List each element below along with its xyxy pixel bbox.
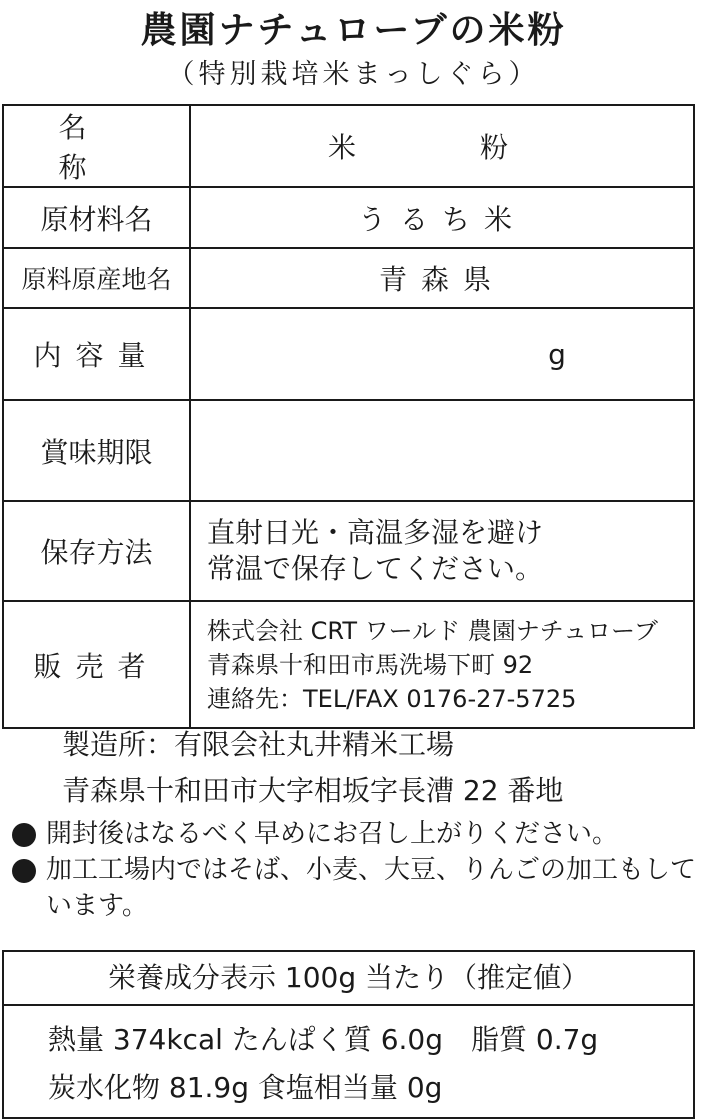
nutrition-line-1: 熱量 374kcal たんぱく質 6.0g 脂質 0.7g — [48, 1023, 599, 1056]
seller-contact: 連絡先：TEL/FAX 0176-27-5725 — [207, 684, 577, 713]
nutrition-header: 栄養成分表示 100g 当たり（推定値） — [4, 952, 693, 1006]
product-label-table — [2, 104, 695, 729]
row-key-content: 内容量 — [3, 308, 190, 400]
row-value-seller — [190, 601, 694, 728]
table-row — [3, 400, 694, 501]
row-key-storage: 保存方法 — [3, 501, 190, 601]
seller-address: 青森県十和田市馬洗場下町 92 — [207, 650, 534, 679]
row-key-ingredients: 原材料名 — [3, 187, 190, 248]
row-value-ingredients: うるち米 — [190, 187, 694, 248]
table-row — [3, 248, 694, 308]
list-item — [10, 816, 705, 852]
row-key-origin: 原料原産地名 — [3, 248, 190, 308]
row-value-name: 米 粉 — [190, 105, 694, 187]
row-value-content — [190, 308, 694, 400]
row-key-best-before: 賞味期限 — [3, 400, 190, 501]
table-row — [3, 601, 694, 728]
row-value-best-before — [190, 400, 694, 501]
product-subtitle: （特別栽培米まっしぐら） — [167, 59, 540, 90]
seller-company: 株式会社 CRT ワールド 農園ナチュローブ — [207, 616, 658, 645]
row-value-origin: 青森県 — [190, 248, 694, 308]
table-row — [3, 501, 694, 601]
row-key-seller: 販売者 — [3, 601, 190, 728]
storage-line-1: 直射日光・高温多湿を避け — [207, 516, 544, 549]
table-row — [3, 105, 694, 187]
row-value-storage — [190, 501, 694, 601]
bullet-icon — [12, 859, 36, 883]
nutrition-line-2: 炭水化物 81.9g 食塩相当量 0g — [48, 1071, 443, 1104]
note-text: 開封後はなるべく早めにお召し上がりください。 — [46, 819, 619, 849]
nutrition-values — [4, 1006, 693, 1112]
storage-line-2: 常温で保存してください。 — [207, 552, 544, 585]
bullet-icon — [12, 823, 36, 847]
gram-unit: g — [548, 337, 566, 371]
manufacturer-name: 製造所：有限会社丸井精米工場 — [62, 728, 455, 761]
notes-list — [10, 816, 705, 924]
list-item — [10, 852, 705, 924]
note-text: 加工工場内ではそば、小麦、大豆、りんごの加工もしています。 — [46, 855, 697, 921]
row-key-name: 名 称 — [3, 105, 190, 187]
manufacturer-address: 青森県十和田市大字相坂字長漕 22 番地 — [62, 774, 564, 807]
nutrition-box — [2, 950, 695, 1119]
table-row — [3, 187, 694, 248]
manufacturer-block — [62, 722, 563, 814]
table-row — [3, 308, 694, 400]
product-title: 農園ナチュローブの米粉 — [140, 10, 567, 51]
